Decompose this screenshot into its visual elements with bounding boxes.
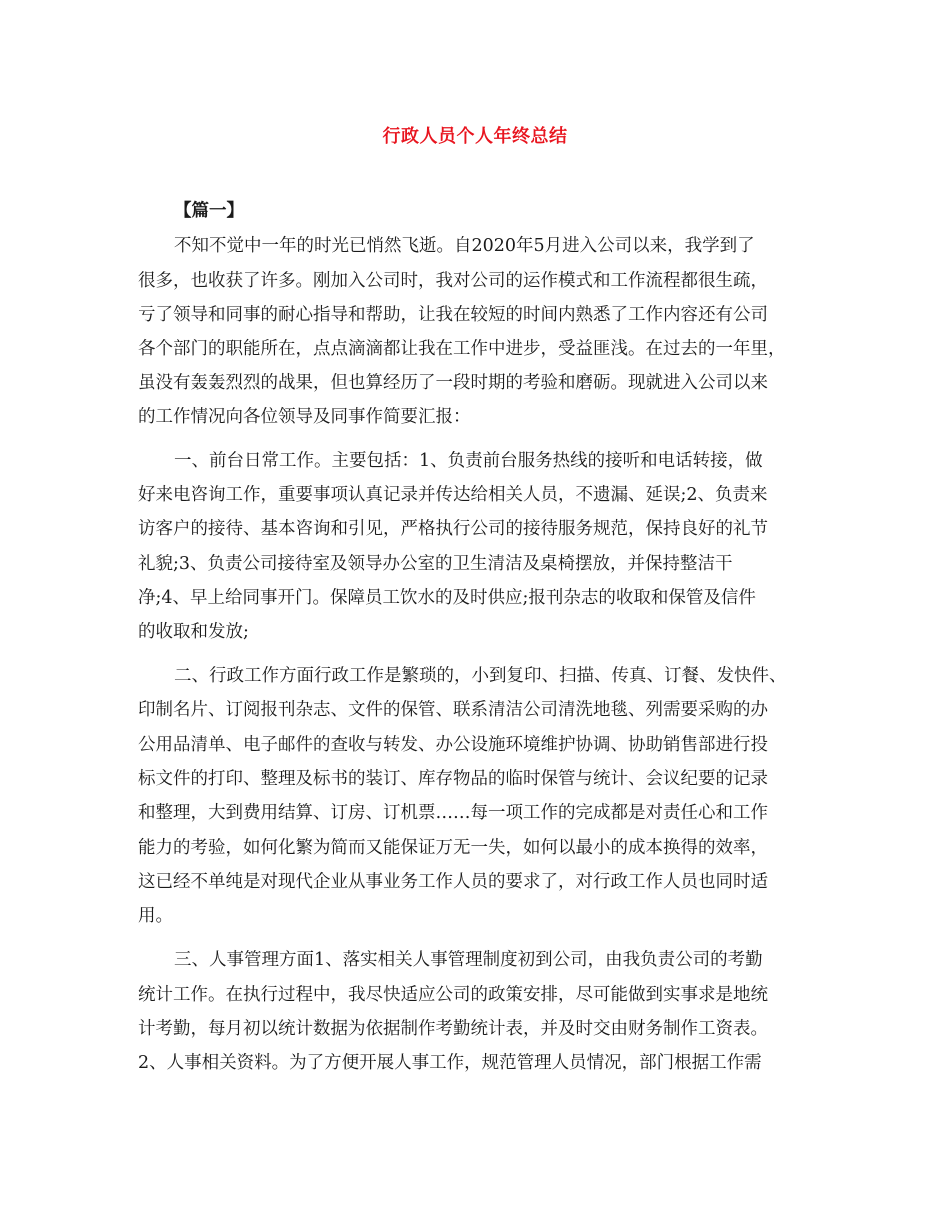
text-line: 礼貌;3、负责公司接待室及领导办公室的卫生清洁及桌椅摆放，并保持整洁干 [138,554,733,574]
text-line: 计考勤，每月初以统计数据为依据制作考勤统计表，并及时交由财务制作工资表。 [138,1019,768,1039]
text-line: 净;4、早上给同事开门。保障员工饮水的及时供应;报刊杂志的收取和保管及信件 [138,588,756,608]
text-line: 访客户的接待、基本咨询和引见，严格执行公司的接待服务规范，保持良好的礼节 [138,519,768,539]
text-line: 三、人事管理方面1、落实相关人事管理制度初到公司，由我负责公司的考勤 [174,950,763,970]
text-line: 印制名片、订阅报刊杂志、文件的保管、联系清洁公司清洗地毯、列需要采购的办 [138,700,768,720]
section-label: 【篇一】 [174,201,244,221]
text-line: 的收取和发放; [138,622,249,642]
document-title: 行政人员个人年终总结 [382,126,568,147]
text-line: 二、行政工作方面行政工作是繁琐的，小到复印、扫描、传真、订餐、发快件、 [174,666,787,686]
text-line: 很多，也收获了许多。刚加入公司时，我对公司的运作模式和工作流程都很生疏， [138,271,768,291]
text-line: 公用品清单、电子邮件的查收与转发、办公设施环境维护协调、协助销售部进行投 [138,735,768,755]
text-line: 和整理，大到费用结算、订房、订机票……每一项工作的完成都是对责任心和工作 [138,803,768,823]
text-line: 用。 [138,906,173,926]
text-line: 的工作情况向各位领导及同事作简要汇报： [138,407,471,427]
text-line: 统计工作。在执行过程中，我尽快适应公司的政策安排，尽可能做到实事求是地统 [138,985,768,1005]
text-line: 能力的考验，如何化繁为简而又能保证万无一失，如何以最小的成本换得的效率， [138,838,768,858]
text-line: 标文件的打印、整理及标书的装订、库存物品的临时保管与统计、会议纪要的记录 [138,769,768,789]
text-line: 不知不觉中一年的时光已悄然飞逝。自2020年5月进入公司以来，我学到了 [174,236,755,256]
text-line: 亏了领导和同事的耐心指导和帮助，让我在较短的时间内熟悉了工作内容还有公司 [138,305,768,325]
text-line: 好来电咨询工作，重要事项认真记录并传达给相关人员，不遗漏、延误;2、负责来 [138,485,768,505]
text-line: 各个部门的职能所在，点点滴滴都让我在工作中进步，受益匪浅。在过去的一年里， [138,339,786,359]
text-line: 虽没有轰轰烈烈的战果，但也算经历了一段时期的考验和磨砺。现就进入公司以来 [138,373,768,393]
text-line: 2、人事相关资料。为了方便开展人事工作，规范管理人员情况，部门根据工作需 [138,1053,762,1073]
text-line: 一、前台日常工作。主要包括：1、负责前台服务热线的接听和电话转接，做 [174,451,763,471]
text-line: 这已经不单纯是对现代企业从事业务工作人员的要求了，对行政工作人员也同时适 [138,872,768,892]
